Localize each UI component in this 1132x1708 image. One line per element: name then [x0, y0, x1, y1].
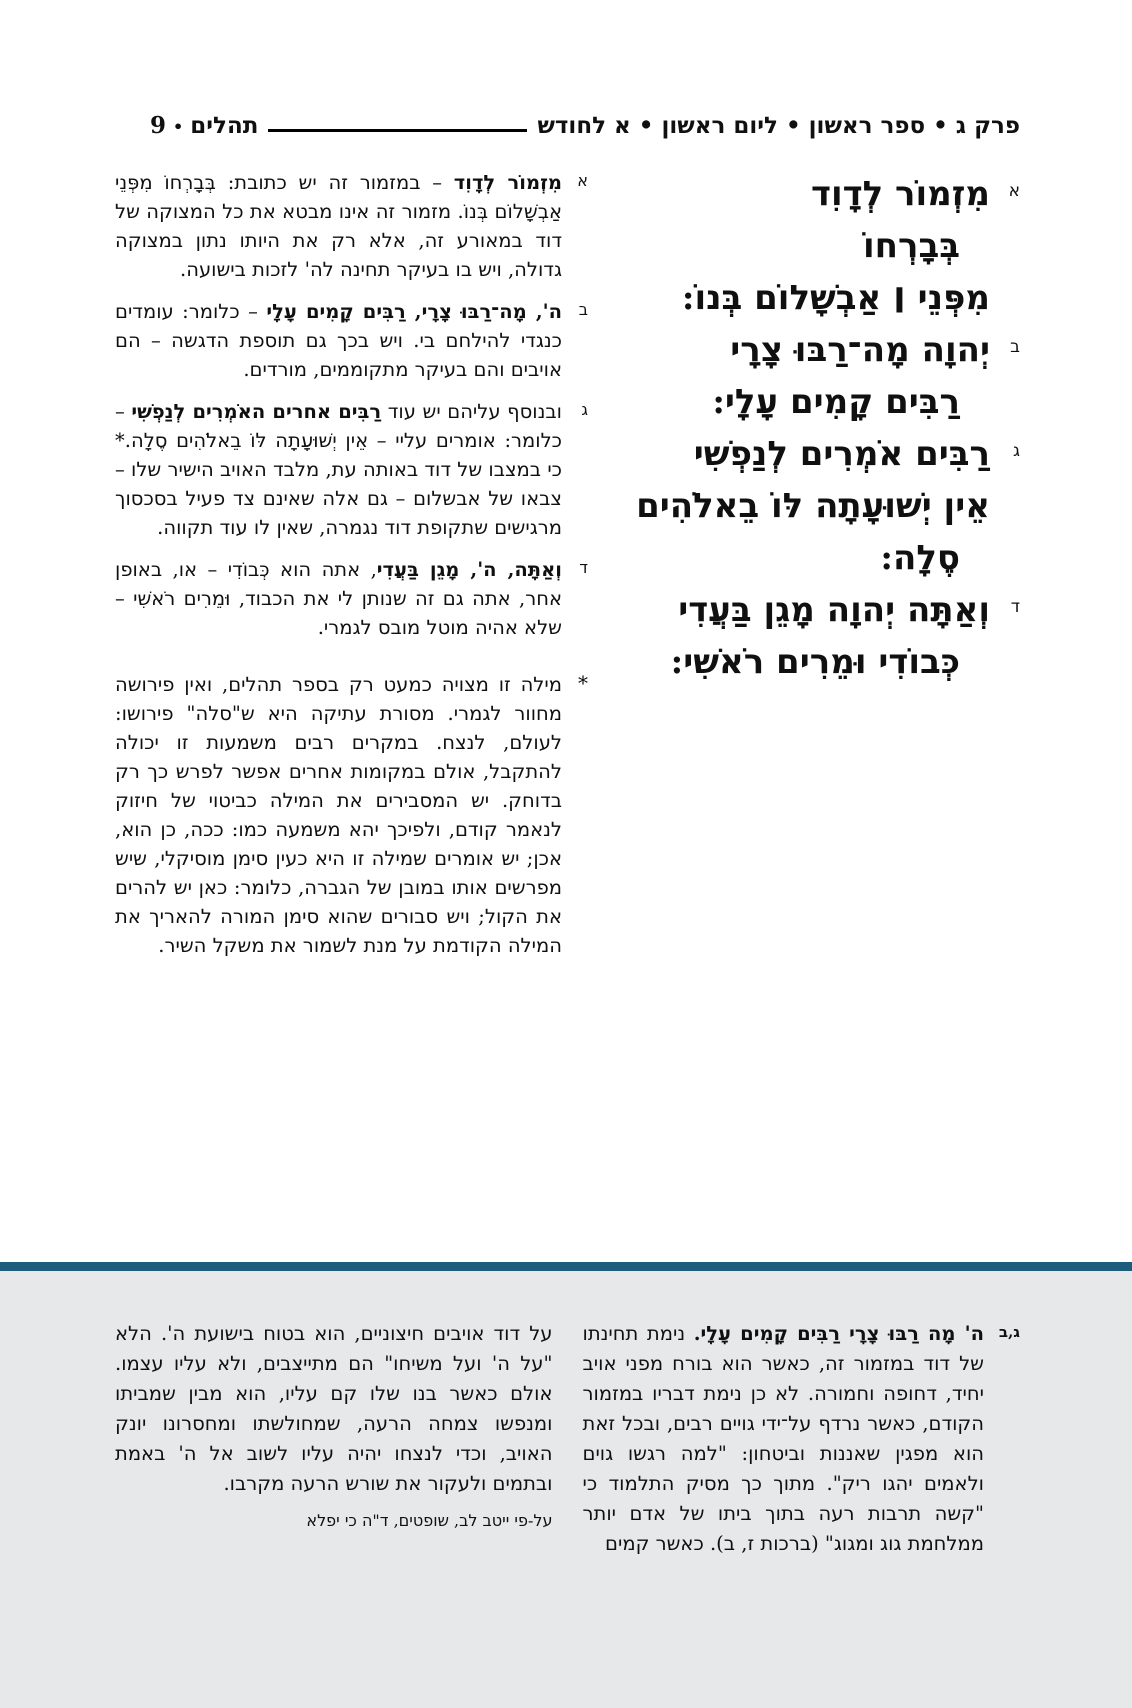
commentary-column	[115, 168, 588, 973]
psalm-verse-3	[600, 428, 1020, 584]
footnote	[115, 670, 588, 960]
commentary-entry-1	[115, 168, 588, 284]
header-title: פרק ג • ספר ראשון • ליום ראשון • א לחודש	[537, 112, 1020, 139]
verse-letter: ד	[1010, 597, 1020, 617]
psalm-verse-1	[600, 168, 1020, 324]
attribution: על-פי ייטב לב, שופטים, ד"ה כי יפלא	[306, 1511, 553, 1530]
psalm-line: מִפְּנֵי ׀ אַבְשָׁלוֹם בְּנוֹ:	[681, 278, 990, 318]
entry-lemma: רַבִּים אחרים האֹמְרִים לְנַפְשִׁי	[131, 400, 382, 423]
entry-lemma: וְאַתָּה, ה', מָגֵן בַּעֲדִי	[376, 558, 562, 581]
psalm-line: רַבִּים אֹמְרִים לְנַפְשִׁי	[693, 434, 990, 474]
entry-text: ה', מָה־רַבּוּ צָרָי, רַבִּים קָמִים עָלָי – כלומר: עומדים כנגדי להילחם בי. ויש בכך גם תוספת הדגשה – הם אויבים והם בעיקר מתקוממים, מורדים.	[115, 300, 562, 381]
entry-marker: ג	[581, 400, 588, 419]
entry-lemma: ה', מָה־רַבּוּ צָרָי, רַבִּים קָמִים עָלָי	[266, 300, 562, 323]
verse-letter: ב	[1010, 337, 1020, 357]
header-book-label: תהלים	[190, 112, 259, 139]
divider-rule	[0, 1262, 1132, 1271]
psalm-line: סֶלָה:	[880, 538, 960, 578]
page-number: 9	[150, 112, 167, 139]
footnote-asterisk: *	[578, 671, 588, 695]
entry-marker: ד	[579, 558, 588, 577]
footnote-text: מילה זו מצויה כמעט רק בספר תהלים, ואין פירושה מחוור לגמרי. מסורת עתיקה היא ש"סלה" פירושו: לעולם, לנצח. במקרים רבים משמעות זו יכולה להתקבל, אולם במקומות אחרים אפשר לפרש כך רק בדוחק. יש המסבירים את המילה כביטוי של חיזוק לנאמר קודם, ולפיכך יהא משמעה כמו: ככה, כן הוא, אכן; יש אומרים שמילה זו היא כעין סימן מוסיקלי, שיש מפרשים אותו במובן של הגברה, כלומר: כאן יש להרים את הקול; ויש סבורים שהוא סימן המורה להאריך את המילה הקודמת על מנת לשמור את משקל השיר.	[115, 673, 562, 957]
psalm-line: בְּבָרְחוֹ	[863, 226, 960, 266]
psalm-line: אֵין יְשׁוּעָתָה לּוֹ בֵאלֹהִים	[636, 486, 990, 526]
psalm-line: רַבִּים קָמִים עָלָי:	[712, 382, 960, 422]
psalm-line: מִזְמוֹר לְדָוִד	[810, 174, 990, 214]
bottom-left-column	[115, 1319, 553, 1559]
entry-text: מִזְמוֹר לְדָוִד – במזמור זה יש כתובת: בְּבָרְחוֹ מִפְּנֵי אַבְשָׁלוֹם בְּנוֹ. מזמור זה אינו מבטא את כל המצוקה של דוד במאורע זה, אלא רק את היותו נתון במצוקה גדולה, ויש בו בעיקר תחינה לה' לזכות בישועה.	[115, 171, 563, 281]
page-header	[150, 112, 1020, 139]
bottom-left-text: על דוד אויבים חיצוניים, הוא בטוח בישועת ה'. הלא "על ה' ועל משיחו" הם מתייצבים, ולא עליו עצמו. אולם כאשר בנו שלו קם עליו, הוא מבין שמביתו ומנפשו צמחה הרעה, שמחולשתו ומחסרונו יונק האויב, וכדי לנצחו יהיה עליו לשוב אל ה' באמת ובתמים ולעקור את שורש הרעה מקרבו.	[115, 1322, 553, 1495]
commentary-entry-4	[115, 555, 588, 642]
entry-text: ובנוסף עליהם יש עוד רַבִּים אחרים האֹמְרִים לְנַפְשִׁי – כלומר: אומרים עליי – אֵין יְשׁוּעָתָה לּוֹ בֵאלֹהִים סֶלָה.* כי במצבו של דוד באותה עת, מלבד האויב הישיר שלו – צבאו של אבשלום – גם אלה שאינם צד פעיל בסכסוך מרגישים שתקופת דוד נגמרה, שאין לו עוד תקווה.	[115, 400, 562, 539]
commentary-entry-2	[115, 297, 588, 384]
entry-marker: ב	[578, 300, 588, 319]
bottom-panel	[0, 1271, 1132, 1708]
bottom-right-text: ה' מָה רַבּוּ צָרָי רַבִּים קָמִים עָלָי. נימת תחינתו של דוד במזמור זה, כאשר הוא בורח מפני אויב יחיד, דחופה וחמורה. לא כן נימת דבריו במזמור הקודם, כאשר נרדף על־ידי גויים רבים, ובכל זאת הוא מפגין שאננות וביטחון: "למה רגשו גוים ולאמים יהגו ריק". מתוך כך מסיק התלמוד כי "קשה תרבות רעה בתוך ביתו של אדם יותר ממלחמת גוג ומגוג" (ברכות ז, ב). כאשר קמים	[582, 1322, 985, 1555]
psalm-verse-4	[600, 584, 1020, 688]
header-rule	[268, 129, 527, 132]
verse-letter: ג	[1012, 441, 1020, 461]
entry-text: וְאַתָּה, ה', מָגֵן בַּעֲדִי, אתה הוא כְּבוֹדִי – או, באופן אחר, אתה גם זה שנותן לי את הכבוד, וּמֵרִים רֹאשִׁי – שלא אהיה מוטל מובס לגמרי.	[115, 558, 562, 639]
bottom-verse-marker: ג,ב	[998, 1323, 1020, 1341]
verse-letter: א	[1008, 181, 1020, 201]
entry-lemma: מִזְמוֹר לְדָוִד	[453, 171, 563, 194]
bottom-right-column	[583, 1319, 1021, 1559]
psalm-line: כְּבוֹדִי וּמֵרִים רֹאשִׁי:	[670, 642, 960, 682]
commentary-entry-3	[115, 397, 588, 542]
psalm-line: יְהוָה מָה־רַבּוּ צָרָי	[730, 330, 990, 370]
psalm-column	[600, 168, 1020, 973]
entry-marker: א	[577, 171, 588, 190]
bottom-lemma: ה' מָה רַבּוּ צָרָי רַבִּים קָמִים עָלָי.	[693, 1322, 985, 1345]
psalm-verse-2	[600, 324, 1020, 428]
header-dot: •	[173, 117, 184, 136]
psalm-line: וְאַתָּה יְהוָה מָגֵן בַּעֲדִי	[678, 590, 990, 630]
main-content	[115, 168, 1020, 973]
